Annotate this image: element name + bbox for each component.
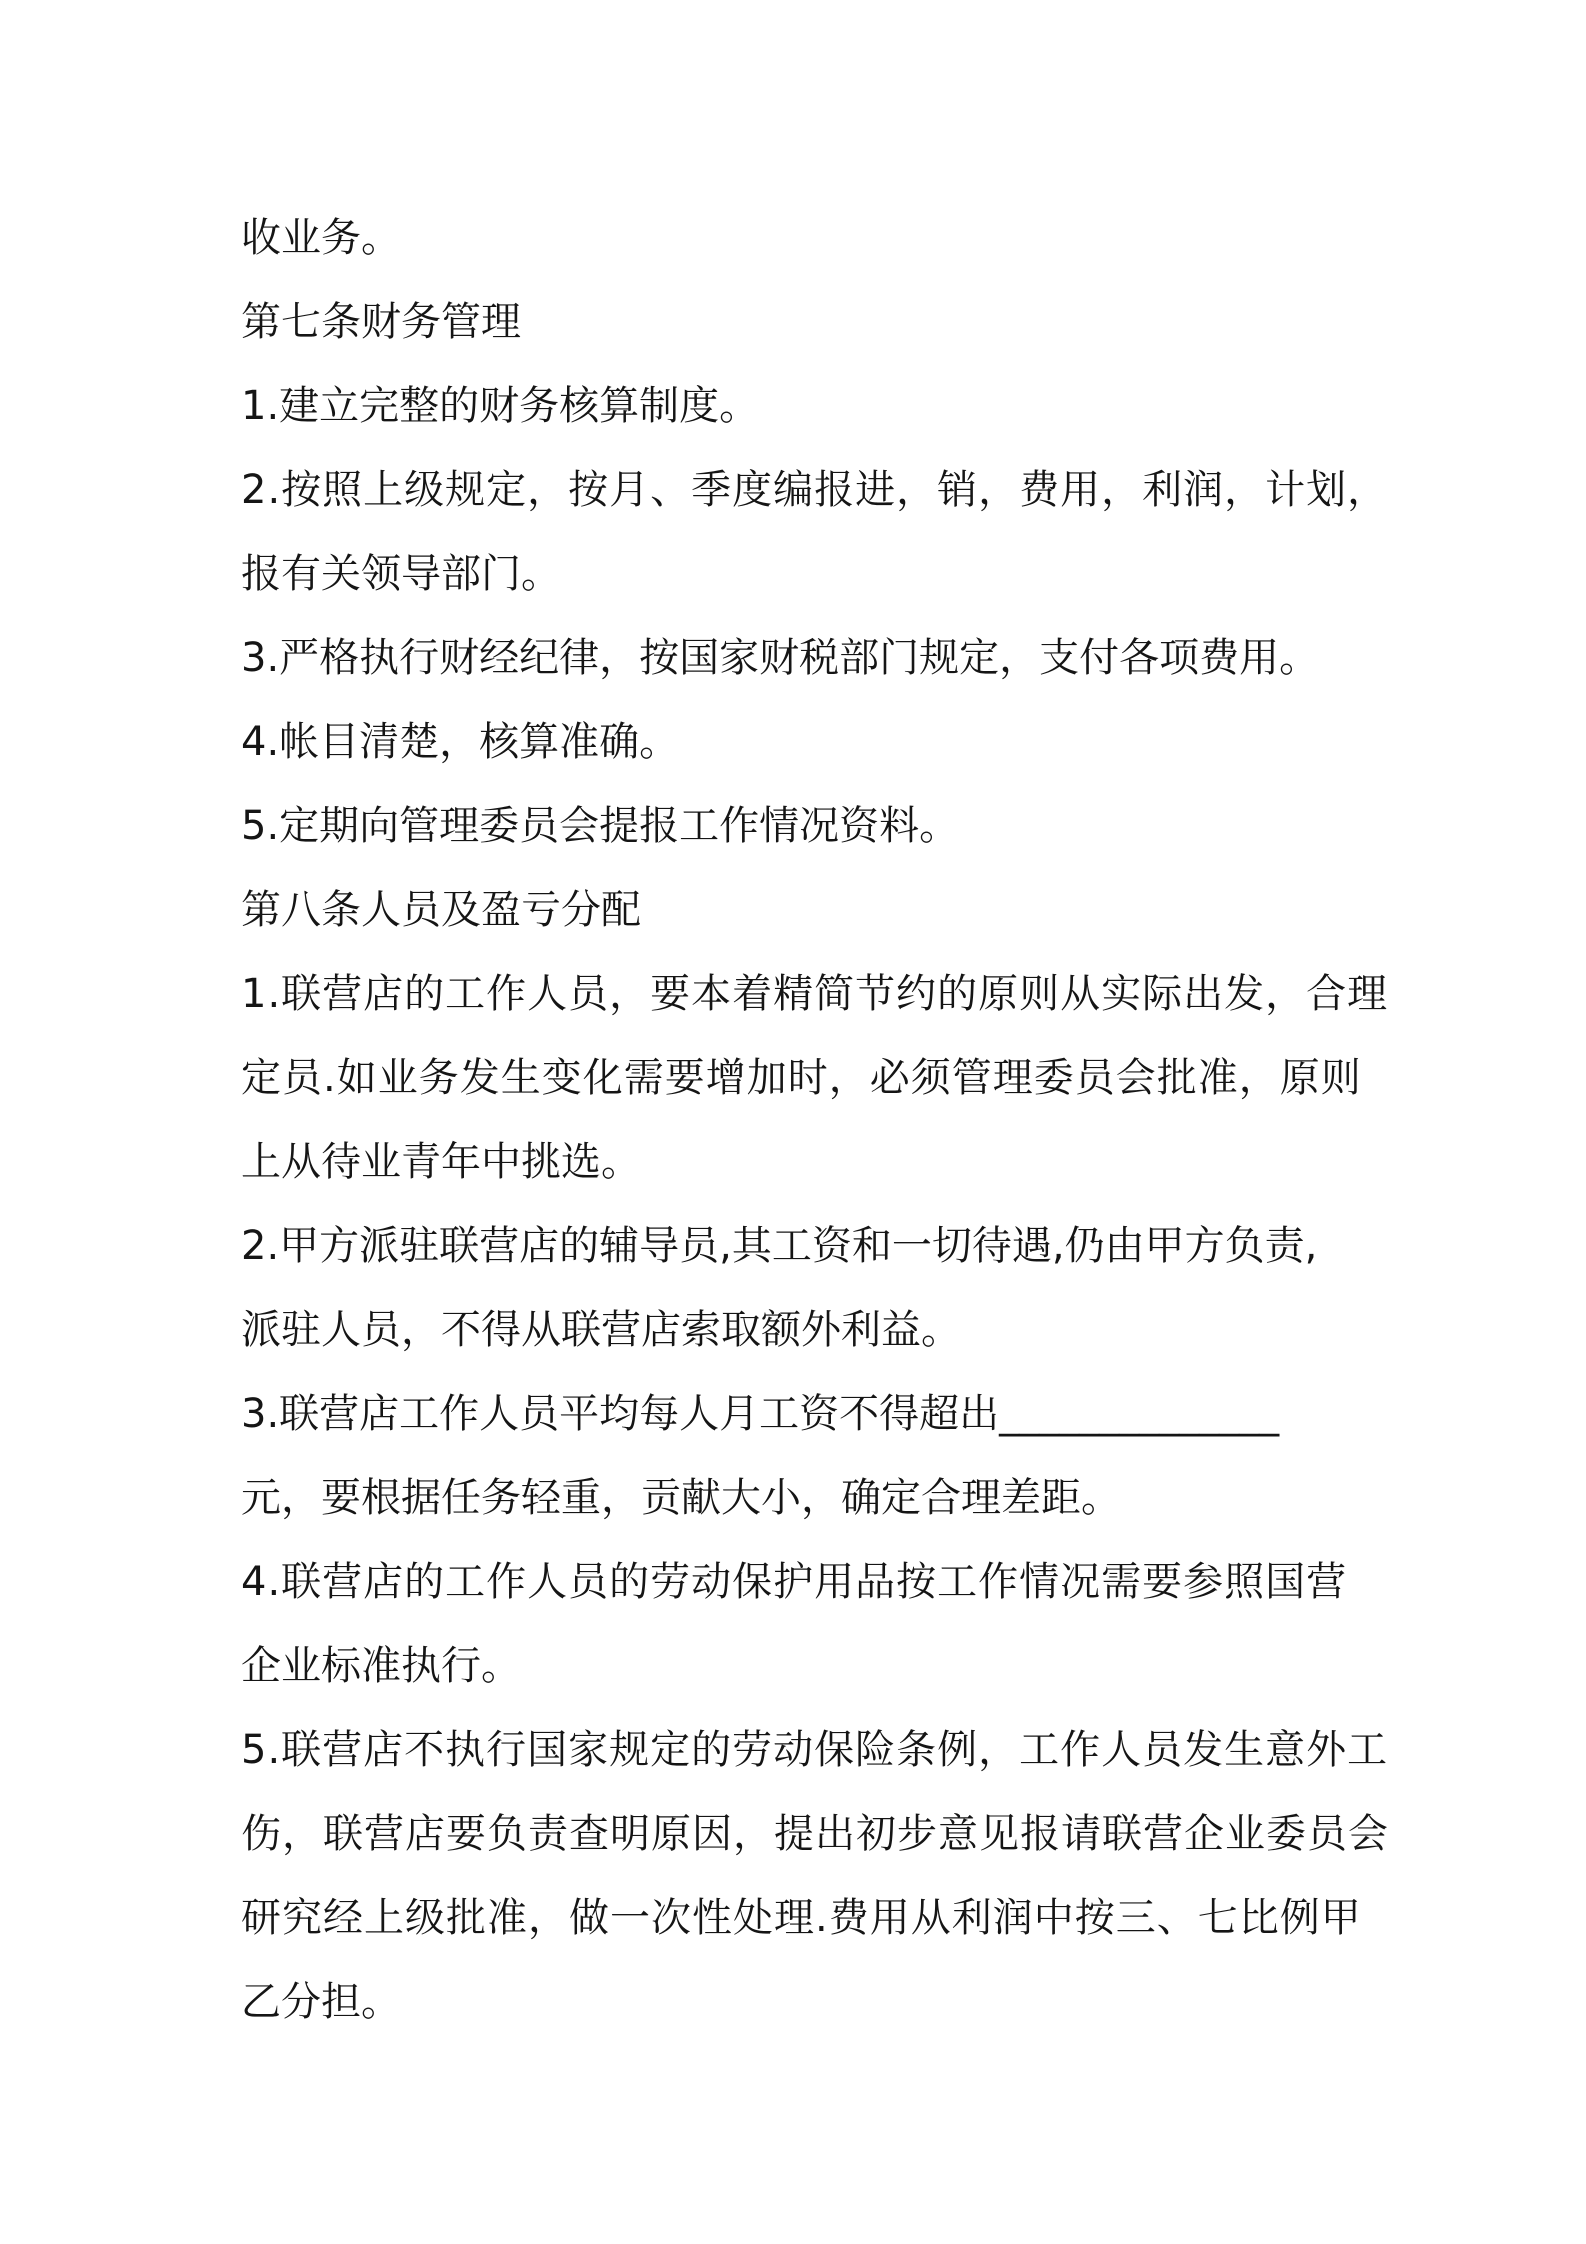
article-8-item-1-line-2: 定员.如业务发生变化需要增加时，必须管理委员会批准，原则 xyxy=(241,1055,1362,1101)
document-body xyxy=(241,196,1389,2044)
article-8-item-5-line-2: 伤，联营店要负责查明原因，提出初步意见报请联营企业委员会 xyxy=(241,1811,1389,1857)
article-8-item-3-line-1: 3.联营店工作人员平均每人月工资不得超出______________ xyxy=(241,1391,1280,1437)
article-7-item-1: 1.建立完整的财务核算制度。 xyxy=(241,383,760,429)
article-7-item-2-line-1: 2.按照上级规定，按月、季度编报进，销，费用，利润，计划， xyxy=(241,467,1389,513)
article-7-item-2-line-2: 报有关领导部门。 xyxy=(241,551,561,597)
article-8-item-1-line-1: 1.联营店的工作人员，要本着精简节约的原则从实际出发，合理 xyxy=(241,971,1389,1017)
article-8-item-4-line-1: 4.联营店的工作人员的劳动保护用品按工作情况需要参照国营 xyxy=(241,1559,1348,1605)
section-heading-article-8: 第八条人员及盈亏分配 xyxy=(241,887,641,933)
section-heading-article-7: 第七条财务管理 xyxy=(241,299,521,345)
article-8-item-5-line-3: 研究经上级批准，做一次性处理.费用从利润中按三、七比例甲 xyxy=(241,1895,1362,1941)
article-8-item-1-line-3: 上从待业青年中挑选。 xyxy=(241,1139,641,1185)
article-7-item-5: 5.定期向管理委员会提报工作情况资料。 xyxy=(241,803,960,849)
article-7-item-3: 3.严格执行财经纪律，按国家财税部门规定，支付各项费用。 xyxy=(241,635,1320,681)
article-8-item-2-line-2: 派驻人员，不得从联营店索取额外利益。 xyxy=(241,1307,961,1353)
article-8-item-3-line-2: 元，要根据任务轻重，贡献大小，确定合理差距。 xyxy=(241,1475,1121,1521)
text-line-continuation: 收业务。 xyxy=(241,215,401,261)
article-8-item-2-line-1: 2.甲方派驻联营店的辅导员,其工资和一切待遇,仍由甲方负责, xyxy=(241,1223,1318,1269)
article-8-item-5-line-1: 5.联营店不执行国家规定的劳动保险条例，工作人员发生意外工 xyxy=(241,1727,1389,1773)
article-8-item-4-line-2: 企业标准执行。 xyxy=(241,1643,521,1689)
article-8-item-5-line-4: 乙分担。 xyxy=(241,1979,401,2025)
article-7-item-4: 4.帐目清楚，核算准确。 xyxy=(241,719,680,765)
